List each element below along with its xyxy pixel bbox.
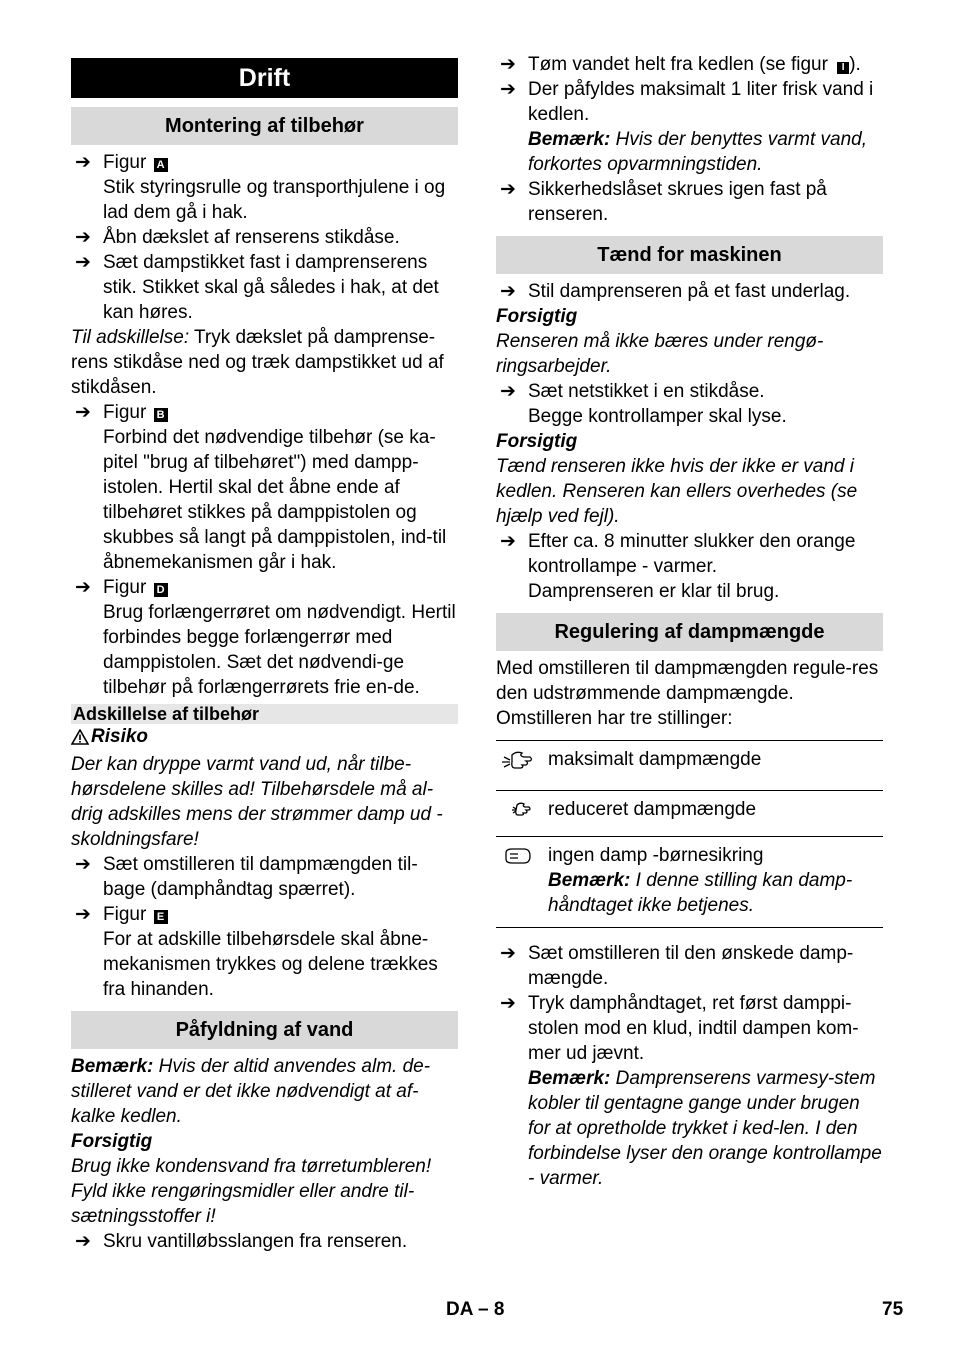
warning-triangle-icon [71,727,91,752]
bullet-sikkerhedslaas: ➔ Sikkerhedslåset skrues igen fast på renseren. [500,179,827,225]
bullet-saet-omstilleren: ➔ Sæt omstilleren til dampmængden til-bage (damphåndtag spærret). [75,854,418,900]
bullet-tryk-damphaandtaget: ➔ Tryk damphåndtaget, ret først damppi-stolen mod en klud, indtil dampen kom-mer ud jævnt. [500,993,859,1064]
setting-label-reduced: reduceret dampmængde [548,799,757,820]
figure-box-i: I [837,62,849,74]
figure-box-b: B [154,408,168,422]
bullet-figur-e: ➔ Figur E For at adskille tilbehørsdele skal åbne-mekanismen trykkes og delene trækkes fra hinanden. [75,904,438,1000]
table-row [496,837,883,928]
arrow-right-icon: ➔ [75,1231,91,1252]
figure-box-a: A [154,158,168,172]
arrow-right-icon: ➔ [75,227,91,248]
arrow-right-icon: ➔ [500,54,516,75]
bullet-efter-8-minutter-cont: Damprenseren er klar til brug. [528,581,780,602]
arrow-right-icon: ➔ [500,281,516,302]
risiko-text: Der kan dryppe varmt vand ud, når tilbe-hørsdelene skilles ad! Tilbehørsdele må al-drig adskilles mens der strømmer damp ud - skoldningsfare! [71,754,443,850]
note-bemaerk-destilleret: Bemærk: Hvis der altid anvendes alm. de-stilleret vand er det ikke nødvendigt at af-kalke kedlen. [71,1056,431,1127]
note-varmt-vand: Bemærk: Hvis der benyttes varmt vand, forkortes opvarmningstiden. [528,129,867,175]
heading-montering: Montering af tilbehør [71,107,458,145]
arrow-right-icon: ➔ [500,943,516,964]
heading-regulering: Regulering af dampmængde [496,613,883,651]
bullet-efter-8-minutter: ➔ Efter ca. 8 minutter slukker den orange kontrollampe - varmer. [500,531,856,577]
arrow-right-icon: ➔ [500,993,516,1014]
table-row [496,741,883,791]
arrow-right-icon: ➔ [75,577,91,598]
bullet-figur-d: ➔ Figur D Brug forlængerrøret om nødvendigt. Hertil forbindes begge forlængerrør med damppistolen. Sæt det nødvendi-ge tilbehør på forlængerrørets frie en-de. [75,577,456,698]
steam-max-icon [498,761,536,782]
arrow-right-icon: ➔ [75,854,91,875]
table-row [496,791,883,837]
steam-settings-table [496,740,883,928]
arrow-right-icon: ➔ [500,531,516,552]
figure-box-d: D [154,583,168,597]
setting-label-none: ingen damp -børnesikring [548,845,764,866]
heading-adskillelse: Adskillelse af tilbehør [71,704,458,724]
forsigtig-text-2: Tænd renseren ikke hvis der ikke er vand i kedlen. Renseren kan ellers overhedes (se hjælp ved fejl). [496,456,858,527]
forsigtig-text: Brug ikke kondensvand fra tørretumbleren! Fyld ikke rengøringsmidler eller andre til-sætningsstoffer i! [71,1156,432,1227]
steam-reduced-icon [498,807,536,828]
forsigtig-label-1: Forsigtig [496,306,578,327]
bullet-skru-slangen: ➔ Skru vantilløbsslangen fra renseren. [75,1231,408,1252]
setting-note-none: Bemærk: I denne stilling kan damp-håndtaget ikke betjenes. [548,870,853,916]
forsigtig-label: Forsigtig [71,1131,153,1152]
forsigtig-text-1: Renseren må ikke bæres under rengø-ringsarbejder. [496,331,824,377]
bullet-pafyld-vand: ➔ Der påfyldes maksimalt 1 liter frisk vand i kedlen. [500,79,874,125]
bullet-saet-dampstikket: ➔ Sæt dampstikket fast i damprenserens stik. Stikket skal gå således i hak, at det kan høres. [75,252,439,323]
bullet-aabn-daekslet: ➔ Åbn dækslet af renserens stikdåse. [75,227,400,248]
note-varmesystem: Bemærk: Damprenserens varmesy-stem kobler til gentagne gange under brugen for at opretholde trykket i ked-len. I den forbindelse lyser den orange kontrollampe - varmer. [528,1068,882,1189]
bullet-netstikket-cont: Begge kontrollamper skal lyse. [528,406,787,427]
heading-taend: Tænd for maskinen [496,236,883,274]
arrow-right-icon: ➔ [75,402,91,423]
footer-page-label: DA – 8 [446,1299,505,1320]
forsigtig-label-2: Forsigtig [496,431,578,452]
figure-box-e: E [154,910,168,924]
arrow-right-icon: ➔ [75,904,91,925]
arrow-right-icon: ➔ [75,152,91,173]
bullet-saet-omstilleren-onskede: ➔ Sæt omstilleren til den ønskede damp-mængde. [500,943,854,989]
bullet-tom-vandet: ➔ Tøm vandet helt fra kedlen (se figur I ). [500,54,861,75]
bullet-figur-a: ➔ Figur A Stik styringsrulle og transporthjulene i og lad dem gå i hak. [75,152,446,223]
heading-pafyldning: Påfyldning af vand [71,1011,458,1049]
right-column [496,52,883,1191]
bullet-netstikket: ➔ Sæt netstikket i en stikdåse. [500,381,765,402]
arrow-right-icon: ➔ [500,79,516,100]
bullet-stil-damprenseren: ➔ Stil damprenseren på et fast underlag. [500,281,851,302]
paragraph-til-adskillelse: Til adskillelse: Tryk dækslet på damprense-rens stikdåse ned og træk dampstikket ud af stikdåsen. [71,327,444,398]
arrow-right-icon: ➔ [75,252,91,273]
risiko-label: Risiko [71,724,458,752]
bullet-figur-b: ➔ Figur B Forbind det nødvendige tilbehør (se ka-pitel "brug af tilbehøret") med dampp-istolen. Hertil skal det åbne ende af tilbehøret stikkes på damppistolen og skubbes så langt på damppistolen, ind-til åbnemekanismen går i hak. [75,402,447,573]
page-title: Drift [71,58,458,98]
setting-label-max: maksimalt dampmængde [548,749,762,770]
left-column [71,52,458,1254]
arrow-right-icon: ➔ [500,381,516,402]
regulering-intro: Med omstilleren til dampmængden regule-res den udstrømmende dampmængde. Omstilleren har tre stillinger: [496,658,879,729]
child-lock-icon [498,853,536,874]
arrow-right-icon: ➔ [500,179,516,200]
footer-page-number: 75 [882,1299,904,1320]
